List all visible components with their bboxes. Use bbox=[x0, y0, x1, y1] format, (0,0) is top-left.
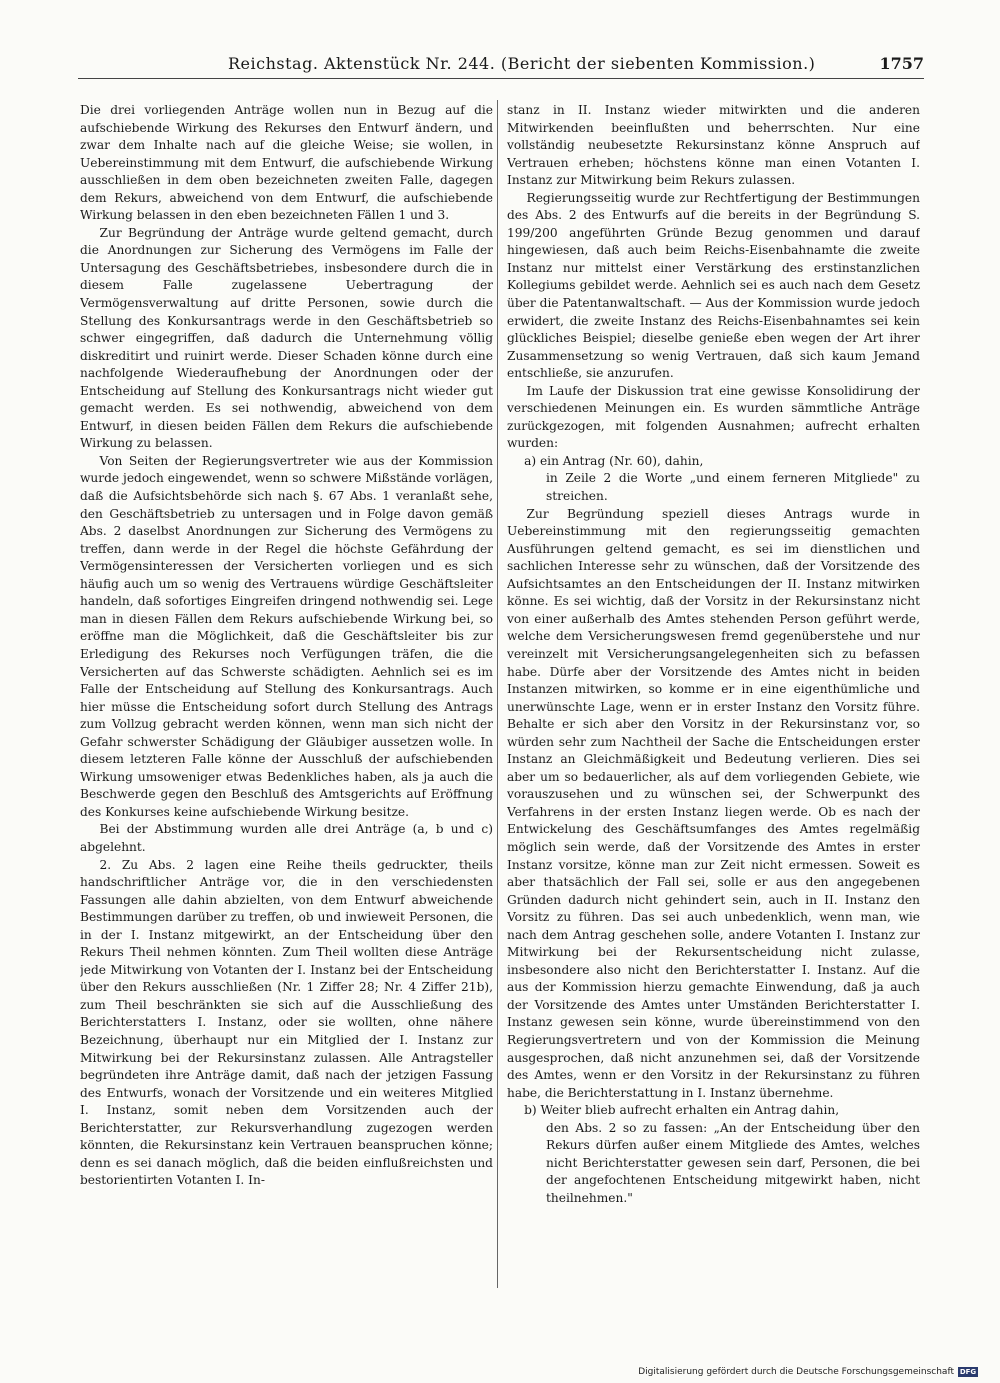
paragraph: Im Laufe der Diskussion trat eine gewisse Konsolidirung der verschiedenen Meinungen ein. Es wurden sämmtliche Anträge zurückgezogen, mit folgenden Ausnahmen; aufrecht erhalten wurden: bbox=[507, 383, 920, 451]
footer-text: Digitalisierung gefördert durch die Deutsche Forschungsgemeinschaft bbox=[638, 1367, 954, 1377]
list-item: a) ein Antrag (Nr. 60), dahin, bbox=[524, 453, 704, 468]
footer bbox=[638, 1367, 978, 1377]
right-column bbox=[507, 102, 920, 1280]
paragraph: 2. Zu Abs. 2 lagen eine Reihe theils gedruckter, theils handschriftlicher Anträge vor, die in den verschiedensten Fassungen alle dahin abzielten, von dem Entwurf abweichende Bestimmungen darüber zu treffen, ob und inwieweit Personen, die in der I. Instanz mitgewirkt, an der Entscheidung über den Rekurs Theil nehmen könnten. Zum Theil wollten diese Anträge jede Mitwirkung von Votanten der I. Instanz bei der Entscheidung über den Rekurs ausschließen (Nr. 1 Ziffer 28; Nr. 4 Ziffer 21b), zum Theil beschränkten sie sich auf die Ausschließung des Berichterstatters I. Instanz, oder sie wollten, ohne nähere Bezeichnung, überhaupt nur ein Mitglied der I. Instanz zur Mitwirkung bei der Rekursinstanz zulassen. Alle Antragsteller begründeten ihre Anträge damit, daß nach der jetzigen Fassung des Entwurfs, wonach der Vorsitzende und ein weiteres Mitglied I. Instanz, somit neben dem Vorsitzenden auch der Berichterstatter, zur Rekursverhandlung zugezogen werden könnten, die Rekursinstanz kein Vertrauen beanspruchen könne; denn es sei danach möglich, daß die beiden einflußreichsten und bestorientirten Votanten I. In- bbox=[80, 857, 493, 1188]
page-header bbox=[78, 54, 924, 80]
column-divider bbox=[497, 100, 498, 1288]
paragraph: Von Seiten der Regierungsvertreter wie aus der Kommission wurde jedoch eingewendet, wenn so schwere Mißstände vorlägen, daß die Aufsichtsbehörde sich nach §. 67 Abs. 1 veranlaßt sehe, den Geschäftsbetrieb zu untersagen und in Folge davon gemäß Abs. 2 daselbst Anordnungen zur Sicherung des Vermögens zu treffen, dann werde in der Regel die höchste Gefährdung der Vermögensinteressen der Versicherten vorliegen und es sich häufig auch um so wenig des Vertrauens würdige Geschäftsleiter handeln, daß sofortiges Eingreifen dringend nothwendig sei. Lege man in diesen Fällen dem Rekurs aufschiebende Wirkung bei, so eröffne man die Möglichkeit, daß die Geschäftsleiter bis zur Erledigung des Rekurses noch Verfügungen träfen, die die Versicherten auf das Schwerste schädigten. Aehnlich sei es im Falle der Entscheidung auf Stellung des Konkursantrags. Auch hier müsse die Entscheidung sofort durch Stellung des Antrags zum Vollzug gebracht werden können, wenn man sich nicht der Gefahr schwerster Schädigung der Gläubiger aussetzen wolle. In diesem letzteren Falle könne der Ausschluß der aufschiebenden Wirkung umsoweniger etwas Bedenkliches haben, als ja auch die Beschwerde gegen den Beschluß des Amtsgerichts auf Eröffnung des Konkurses keine aufschiebende Wirkung besitze. bbox=[80, 453, 493, 819]
paragraph: Bei der Abstimmung wurden alle drei Anträge (a, b und c) abgelehnt. bbox=[80, 822, 493, 854]
quoted-text: in Zeile 2 die Worte „und einem ferneren Mitgliede" zu streichen. bbox=[546, 471, 920, 504]
left-column bbox=[80, 102, 493, 1280]
paragraph: Die drei vorliegenden Anträge wollen nun in Bezug auf die aufschiebende Wirkung des Rekurses den Entwurf ändern, und zwar dem Inhalte nach auf die gleiche Weise; sie wollen, in Uebereinstimmung mit dem Entwurf, die aufschiebende Wirkung ausschließen in dem oben bezeichneten zweiten Falle, dagegen dem Rekurs, abweichend von dem Entwurf, die aufschiebende Wirkung belassen in den eben bezeichneten Fällen 1 und 3. bbox=[80, 103, 493, 223]
header-rule bbox=[78, 78, 924, 79]
quoted-text: den Abs. 2 so zu fassen: „An der Entscheidung über den Rekurs dürfen außer einem Mitgliede des Amtes, welches nicht Berichterstatter gewesen sein darf, Personen, die bei der angefochtenen Entscheidung mitgewirkt haben, nicht theilnehmen." bbox=[546, 1120, 920, 1205]
paragraph: Zur Begründung der Anträge wurde geltend gemacht, durch die Anordnungen zur Sicherung des Vermögens im Falle der Untersagung des Geschäftsbetriebes, insbesondere durch die in diesem Falle zugelassene Uebertragung der Vermögensverwaltung auf dritte Personen, sowie durch die Stellung des Konkursantrags werde in den Geschäftsbetrieb so schwer eingegriffen, daß dadurch die Unternehmung völlig diskreditirt und ruinirt werde. Dieser Schaden könne durch eine nachfolgende Wiederaufhebung der Anordnungen oder der Entscheidung auf Stellung des Konkursantrags nicht wieder gut gemacht werden. Es sei nothwendig, abweichend von dem Entwurf, in diesen beiden Fällen dem Rekurs die aufschiebende Wirkung zu belassen. bbox=[80, 225, 493, 451]
list-item: b) Weiter blieb aufrecht erhalten ein Antrag dahin, bbox=[524, 1103, 840, 1118]
paragraph: Zur Begründung speziell dieses Antrags wurde in Uebereinstimmung mit den regierungsseitig gemachten Ausführungen geltend gemacht, es sei im dienstlichen und sachlichen Interesse sehr zu wünschen, daß der Vorsitzende des Aufsichtsamtes an den Entscheidungen der II. Instanz mitwirken könne. Es sei wichtig, daß der Vorsitz in der Rekursinstanz nicht von einer außerhalb des Amtes stehenden Person geführt werde, welche dem Versicherungswesen fremd gegenüberstehe und nur vereinzelt mit Versicherungsangelegenheiten sich zu befassen habe. Dürfe aber der Vorsitzende des Amtes nicht in beiden Instanzen mitwirken, so komme er in eine eigenthümliche und unerwünschte Lage, wenn er in erster Instanz den Vorsitz führe. Behalte er sich aber den Vorsitz in der Rekursinstanz vor, so würden sehr zum Nachtheil der Sache die Entscheidungen erster Instanz an Gleichmäßigkeit und Bedeutung verlieren. Dies sei aber um so bedauerlicher, als auf dem vorliegenden Gebiete, wie vorauszusehen und zu wünschen sei, der Schwerpunkt des Verfahrens in der ersten Instanz liegen werde. Ob es nach der Entwickelung des Geschäftsumfanges des Amtes regelmäßig möglich sein werde, daß der Vorsitzende des Amtes in erster Instanz vorsitze, könne man zur Zeit nicht ermessen. Soweit es aber thatsächlich der Fall sei, solle er aus den angegebenen Gründen dadurch nicht gehindert sein, auch in II. Instanz den Vorsitz zu führen. Das sei auch unbedenklich, wenn man, wie nach dem Antrag geschehen solle, andere Votanten I. Instanz zur Mitwirkung bei der Rekursentscheidung nicht zulasse, insbesondere also nicht den Berichterstatter I. Instanz. Auf die aus der Kommission hierzu gemachte Einwendung, daß ja auch der Vorsitzende des Amtes unter Umständen Berichterstatter I. Instanz gewesen sein könne, wurde übereinstimmend von den Regierungsvertretern und von der Kommission die Meinung ausgesprochen, daß nicht anzunehmen sei, daß der Vorsitzende des Amtes, wenn er den Vorsitz in der Rekursinstanz zu führen habe, die Berichterstattung in I. Instanz übernehme. bbox=[507, 506, 920, 1100]
page-number: 1757 bbox=[879, 54, 924, 73]
dfg-logo: DFG bbox=[959, 1368, 977, 1376]
paragraph: Regierungsseitig wurde zur Rechtfertigung der Bestimmungen des Abs. 2 des Entwurfs auf die bereits in der Begründung S. 199/200 angeführten Gründe Bezug genommen und darauf hingewiesen, daß auch beim Reichs-Eisenbahnamte die zweite Instanz nur mittelst einer Verstärkung des erstinstanzlichen Kollegiums gebildet werde. Aehnlich sei es auch nach dem Gesetz über die Patentanwaltschaft. — Aus der Kommission wurde jedoch erwidert, die zweite Instanz des Reichs-Eisenbahnamtes sei kein glückliches Beispiel; dieselbe genieße eben wegen der Art ihrer Zusammensetzung so wenig Vertrauen, daß sich kaum Jemand entschließe, sie anzurufen. bbox=[507, 190, 920, 381]
paragraph: stanz in II. Instanz wieder mitwirkten und die anderen Mitwirkenden beeinflußten und beherrschten. Nur eine vollständig neubesetzte Rekursinstanz könne Anspruch auf Vertrauen erheben; höchstens könne man einen Votanten I. Instanz zur Mitwirkung beim Rekurs zulassen. bbox=[507, 103, 920, 188]
running-title: Reichstag. Aktenstück Nr. 244. (Bericht der siebenten Kommission.) bbox=[228, 54, 816, 73]
